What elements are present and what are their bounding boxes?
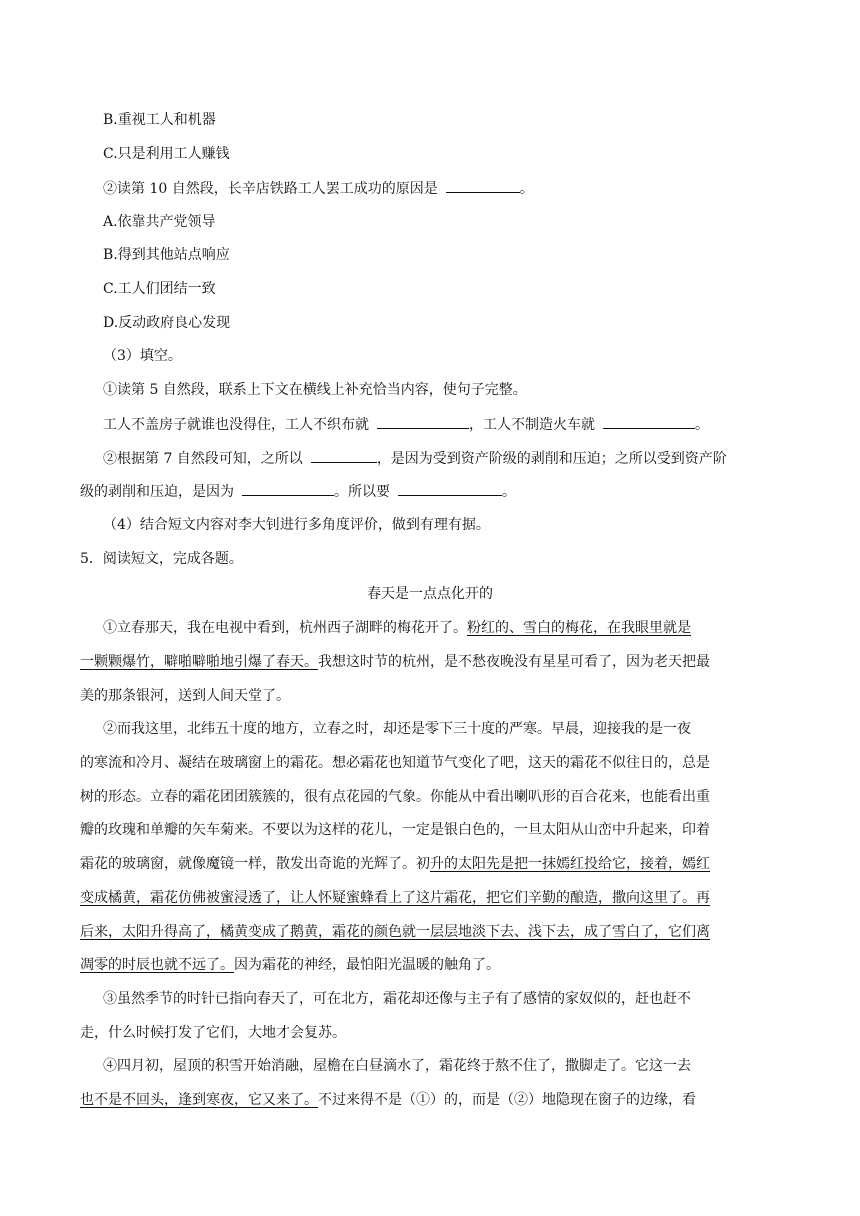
underlined-text: 凋零的时辰也就不远了。 [80,957,234,973]
passage-title: 春天是一点点化开的 [367,586,493,602]
sub-question-2-end: 。 [502,484,516,500]
option-a-text: A.依靠共产党领导 [103,214,216,230]
passage-line [103,1056,691,1076]
fill-sentence-end: 。 [695,417,709,433]
section-3-heading [103,346,182,366]
underlined-text: 升的太阳先是把一抹嫣红投给它，接着，嫣红 [430,856,710,872]
option-b2-text: B.得到其他站点响应 [103,247,230,263]
option-d-line [103,313,230,333]
passage-line [80,1023,346,1043]
passage-text: 瓣的玫瑰和单瓣的矢车菊来。不要以为这样的花儿，一定是银白色的，一旦太阳从山峦中升起来，印着 [80,822,710,838]
passage-text: 霜花的玻璃窗，就像魔镜一样，散发出奇诡的光辉了。初 [80,856,430,872]
sub-question-2-line [103,448,727,469]
option-b2-line [103,245,230,265]
answer-blank[interactable] [377,414,469,429]
sub-question-2-cont-line [80,481,516,502]
option-c2-line [103,279,216,299]
option-c2-text: C.工人们团结一致 [103,281,216,297]
passage-text: ②而我这里，北纬五十度的地方，立春之时，却还是零下三十度的严寒。早晨，迎接我的是一夜 [103,721,691,737]
fill-sentence-part1: 工人不盖房子就谁也没得住，工人不织布就 [103,417,369,433]
passage-line [80,955,500,975]
option-b-line [103,110,216,130]
answer-blank[interactable] [311,448,377,463]
question-5-heading [80,549,243,569]
option-b-text: B.重视工人和机器 [103,112,216,128]
passage-line [103,989,691,1009]
passage-text: ①立春那天，我在电视中看到，杭州西子湖畔的梅花开了。 [103,620,467,636]
underlined-text: 后来，太阳升得高了，橘黄变成了鹅黄，霜花的颜色就一层层地淡下去、浅下去，成了雪白了，它们离 [80,924,710,940]
passage-text: ③虽然季节的时针已指向春天了，可在北方，霜花却还像与主子有了感情的家奴似的，赶也赶不 [103,991,691,1007]
question-2-text: ②读第 10 自然段，长辛店铁路工人罢工成功的原因是 [103,181,438,197]
sub-question-2-part2: ，是因为受到资产阶级的剥削和压迫；之所以受到资产阶 [376,451,727,467]
passage-text: 走，什么时候打发了它们，大地才会复苏。 [80,1025,346,1041]
underlined-text: 也不是不回头，逢到寒夜，它又来了。 [80,1092,318,1108]
passage-line [80,753,710,773]
fill-sentence-line [103,414,709,435]
passage-line [103,719,691,739]
option-c-text: C.只是利用工人赚钱 [103,146,230,162]
question-2-line [103,178,534,199]
option-d-text: D.反动政府良心发现 [103,315,231,331]
passage-line [80,686,290,706]
passage-line [80,922,710,942]
sub-question-1-text: ①读第 5 自然段，联系上下文在横线上补充恰当内容，使句子完整。 [103,382,527,398]
sub-question-2-part4: 。所以要 [334,484,390,500]
underlined-text: 变成橘黄，霜花仿佛被蜜浸透了，让人怀疑蜜蜂看上了这片霜花，把它们辛勤的酿造，撒向这里了。再 [80,890,710,906]
passage-text: 树的形态。立春的霜花团团簇簇的，很有点花园的气象。你能从中看出喇叭形的百合花来，也能看出重 [80,789,710,805]
passage-text: 因为霜花的神经，最怕阳光温暖的触角了。 [234,957,500,973]
passage-line [103,618,691,638]
passage-text: 我想这时节的杭州，是不愁夜晚没有星星可看了，因为老天把最 [318,654,710,670]
passage-text: 美的那条银河，送到人间天堂了。 [80,688,290,704]
sub-question-1-line [103,380,527,400]
option-a-line [103,212,216,232]
section-3-text: （3）填空。 [103,348,182,364]
passage-text: 的寒流和冷月、凝结在玻璃窗上的霜花。想必霜花也知道节气变化了吧，这天的霜花不似往日的，总是 [80,755,710,771]
section-4-line [103,515,490,535]
option-c-line [103,144,230,164]
passage-line [80,888,710,908]
passage-line [80,787,710,807]
passage-text: 不过来得不是（①）的，而是（②）地隐现在窗子的边缘，看 [318,1092,696,1108]
answer-blank[interactable] [446,178,520,193]
section-4-text: （4）结合短文内容对李大钊进行多角度评价，做到有理有据。 [103,517,490,533]
answer-blank[interactable] [603,414,695,429]
sub-question-2-part3: 级的剥削和压迫，是因为 [80,484,234,500]
underlined-text: 一颗颗爆竹，噼啪噼啪地引爆了春天。 [80,654,318,670]
passage-line [80,820,710,840]
passage-line [80,652,710,672]
sub-question-2-part1: ②根据第 7 自然段可知，之所以 [103,451,303,467]
question-5-text: 5．阅读短文，完成各题。 [80,551,243,567]
fill-sentence-part2: ，工人不制造火车就 [469,417,595,433]
passage-line [80,854,710,874]
question-2-end: 。 [519,181,534,197]
answer-blank[interactable] [242,481,334,496]
passage-text: ④四月初，屋顶的积雪开始消融，屋檐在白昼滴水了，霜花终于熬不住了，撒脚走了。它这一去 [103,1058,691,1074]
passage-line [80,1090,696,1110]
underlined-text: 粉红的、雪白的梅花，在我眼里就是 [467,620,691,636]
answer-blank[interactable] [398,481,502,496]
